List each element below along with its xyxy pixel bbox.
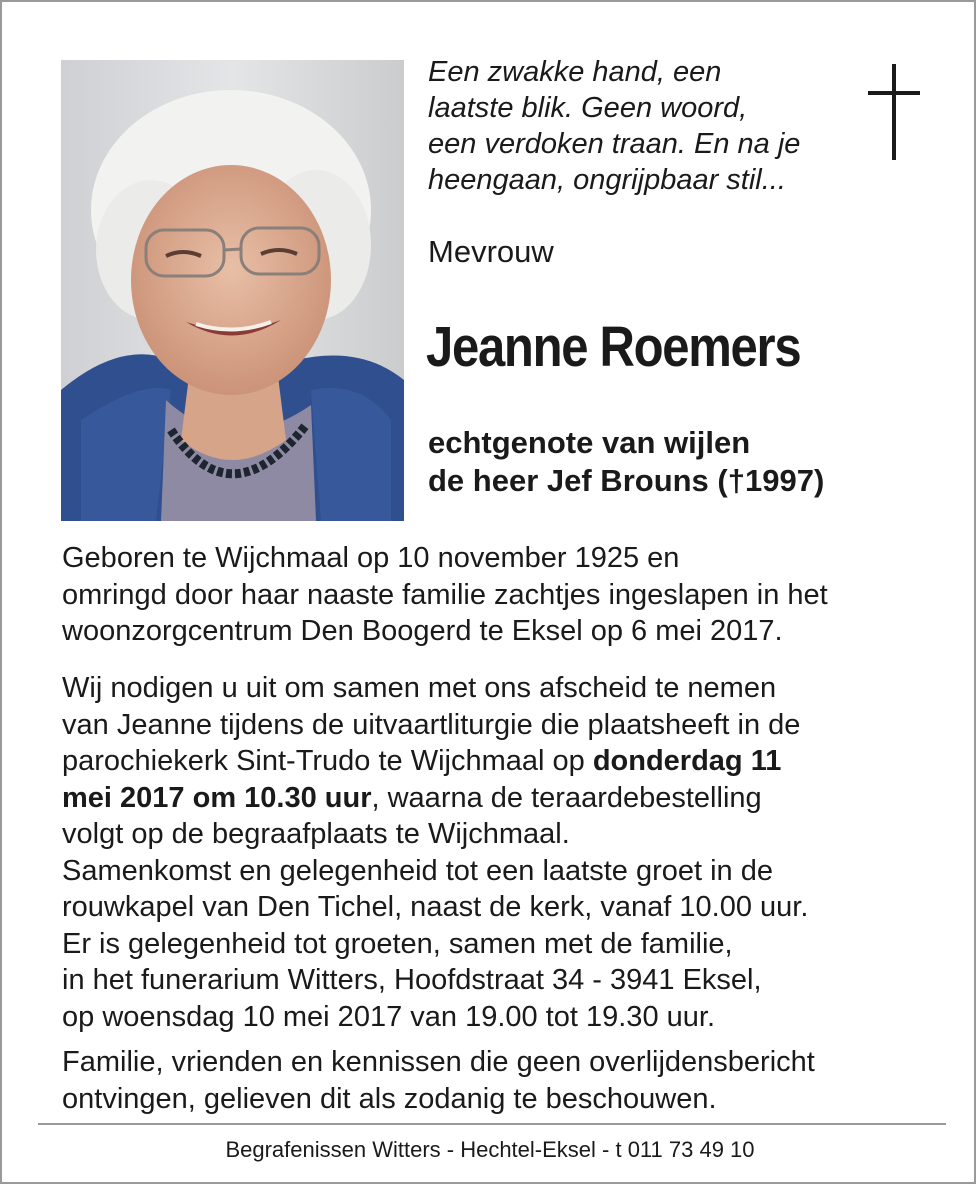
memorial-poem xyxy=(428,54,848,198)
cross-icon xyxy=(864,64,924,160)
poem-line: laatste blik. Geen woord, xyxy=(428,92,748,124)
paragraph-line: woonzorgcentrum Den Boogerd te Eksel op 6 mei 2017. xyxy=(62,615,783,647)
paragraph-line: rouwkapel van Den Tichel, naast de kerk, vanaf 10.00 uur. xyxy=(62,891,809,923)
portrait-photo xyxy=(61,60,404,521)
paragraph-line: op woensdag 10 mei 2017 van 19.00 tot 19.30 uur. xyxy=(62,1000,715,1033)
deceased-name: Jeanne Roemers xyxy=(426,315,801,379)
paragraph-line: omringd door haar naaste familie zachtjes ingeslapen in het xyxy=(62,578,828,611)
funeral-home-footer: Begrafenissen Witters - Hechtel-Eksel - t 011 73 49 10 xyxy=(225,1137,755,1162)
paragraph-line: Samenkomst en gelegenheid tot een laatste groet in de xyxy=(62,854,773,887)
paragraph-line xyxy=(62,743,942,780)
footer-divider xyxy=(38,1123,946,1125)
birth-paragraph xyxy=(62,540,942,650)
paragraph-line: Wij nodigen u uit om samen met ons afscheid te nemen xyxy=(62,672,777,704)
poem-line: een verdoken traan. En na je xyxy=(428,128,801,160)
invitation-paragraph xyxy=(62,670,942,1035)
spouse-line: de heer Jef Brouns (†1997) xyxy=(428,463,825,498)
paragraph-line: van Jeanne tijdens de uitvaartliturgie die plaatsheeft in de xyxy=(62,708,801,741)
church-text: parochiekerk Sint-Trudo te Wijchmaal op xyxy=(62,745,593,777)
poem-line: Een zwakke hand, een xyxy=(428,56,722,88)
paragraph-line: Geboren te Wijchmaal op 10 november 1925 en xyxy=(62,542,680,574)
spouse-line: echtgenote van wijlen xyxy=(428,425,751,460)
ceremony-date: donderdag 11 xyxy=(592,745,782,777)
honorific: Mevrouw xyxy=(428,234,554,269)
ceremony-time: mei 2017 om 10.30 uur xyxy=(62,781,372,814)
spouse-info xyxy=(428,424,824,500)
paragraph-line: ontvingen, gelieven dit als zodanig te beschouwen. xyxy=(62,1082,717,1115)
paragraph-line: volgt op de begraafplaats te Wijchmaal. xyxy=(62,818,570,850)
burial-text: , waarna de teraardebestelling xyxy=(371,781,762,814)
poem-line: heengaan, ongrijpbaar stil... xyxy=(428,164,786,196)
closing-paragraph xyxy=(62,1044,942,1117)
paragraph-line: Familie, vrienden en kennissen die geen overlijdensbericht xyxy=(62,1046,815,1078)
paragraph-line: in het funerarium Witters, Hoofdstraat 34 - 3941 Eksel, xyxy=(62,964,762,996)
paragraph-line: Er is gelegenheid tot groeten, samen met de familie, xyxy=(62,927,733,960)
paragraph-line xyxy=(62,780,942,817)
